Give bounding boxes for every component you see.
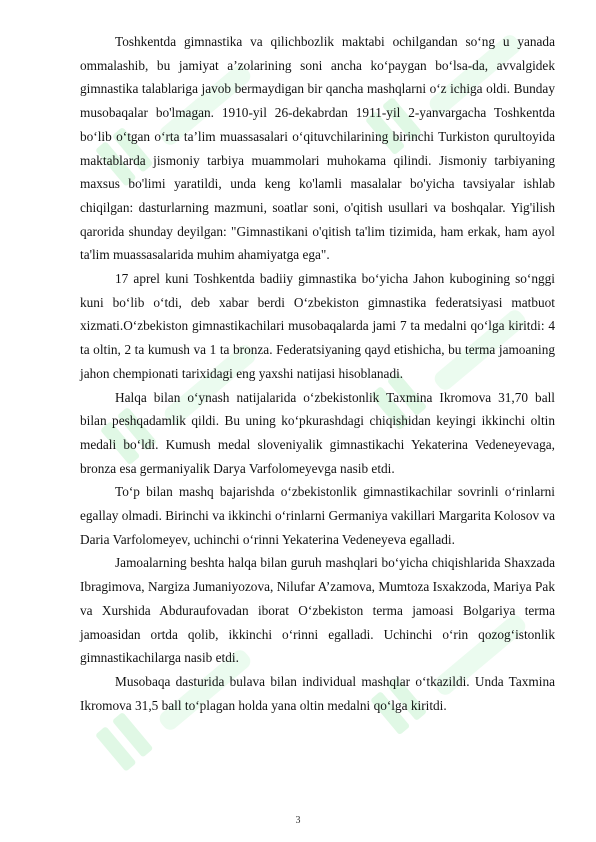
paragraph: Jamoalarning beshta halqa bilan guruh mashqlari bo‘yicha chiqishlarida Shaxzada Ibragimova, Nargiza Jumaniyozova, Nilufar A’zamova, Mumtoza Isxakzoda, Mariya Pak va Xurshida Abduraufovadan iborat O‘zbekiston terma jamoasi Bolgariya terma jamoasidan ortda qolib, ikkinchi o‘rinni egalladi. Uchinchi o‘rin qozog‘istonlik gimnastikachilarga nasib etdi. <box>80 555 555 666</box>
body-text <box>80 30 555 717</box>
page-number: 3 <box>295 815 301 826</box>
paragraph: 17 aprel kuni Toshkentda badiiy gimnastika bo‘yicha Jahon kubogining so‘nggi kuni bo‘lib o‘tdi, deb xabar berdi O‘zbekiston gimnastika federatsiyasi matbuot xizmati.O‘zbekiston gimnastikachilari musobaqalarda jami 7 ta medalni qo‘lga kiritdi: 4 ta oltin, 2 ta kumush va 1 ta bronza. Federatsiyaning qayd etishicha, bu terma jamoaning jahon chempionati tarixidagi eng yaxshi natijasi hisoblanadi. <box>80 271 555 381</box>
paragraph: Musobaqa dasturida bulava bilan individual mashqlar o‘tkazildi. Unda Taxmina Ikromova 31,5 ball to‘plagan holda yana oltin medalni qo‘lga kiritdi. <box>80 673 555 713</box>
paragraph: Toshkentda gimnastika va qilichbozlik maktabi ochilgandan so‘ng u yanada ommalashib, bu jamiyat a’zolarining soni ancha ko‘paygan bo‘lsa-da, avvalgidek gimnastika talablariga javob bermaydigan bir qancha mashqlarni o‘z ichiga oldi. Bunday musobaqalar bo'lmagan. 1910-yil 26-dekabrdan 1911-yil 2-yanvargacha Toshkentda bo‘lib o‘tgan o‘rta ta’lim muassasalari o‘qituvchilarining birinchi Turkiston qurultoyida maktablarda jismoniy tarbiya muammolari muhokama qilindi. Jismoniy tarbiyaning maxsus bo'limi yaratildi, unda keng ko'lamli masalalar bo'yicha tavsiyalar ishlab chiqilgan: dasturlarning mazmuni, soatlar soni, o'qitish usullari va boshqalar. Yig'ilish qarorida shunday deyilgan: "Gimnastikani o'qitish ta'lim tizimida, ham erkak, ham ayol ta'lim muassasalarida muhim ahamiyatga ega". <box>80 34 555 263</box>
paragraph: To‘p bilan mashq bajarishda o‘zbekistonlik gimnastikachilar sovrinli o‘rinlarni egallay olmadi. Birinchi va ikkinchi o‘rinlarni Germaniya vakillari Margarita Kolosov va Daria Varfolomeyev, uchinchi o‘rinni Yekaterina Vedeneyeva egalladi. <box>80 484 555 547</box>
paragraph: Halqa bilan o‘ynash natijalarida o‘zbekistonlik Taxmina Ikromova 31,70 ball bilan peshqadamlik qildi. Bu uning ko‘pkurashdagi chiqishidan keyingi ikkinchi oltin medali bo‘ldi. Kumush medal sloveniyalik gimnastikachi Yekaterina Vedeneyevaga, bronza esa germaniyalik Darya Varfolomeyevga nasib etdi. <box>80 389 555 476</box>
